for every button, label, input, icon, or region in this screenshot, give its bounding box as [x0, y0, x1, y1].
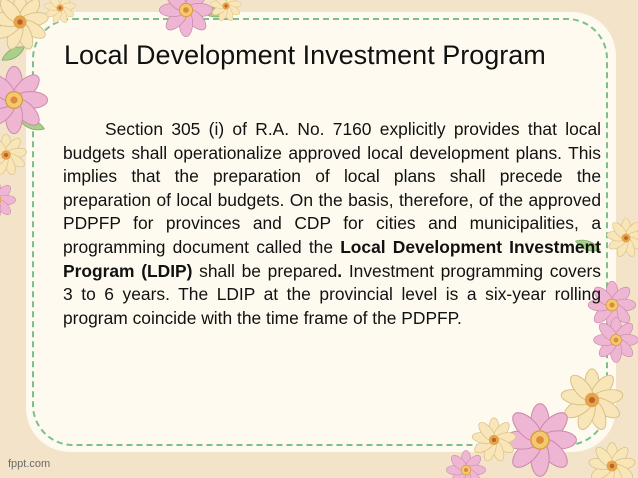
bold-period: . — [337, 260, 343, 281]
paragraph-part-2: shall be prepared — [192, 260, 338, 281]
slide-body-text — [63, 118, 601, 330]
paragraph-part-3: Investment programming covers 3 to 6 years. The LDIP at the provincial level is a six-year rolling program coincide with the time frame of the PDPFP. — [63, 260, 602, 328]
slide-title: Local Development Investment Program — [64, 40, 546, 70]
body-paragraph — [63, 118, 601, 330]
ldip-term: Local Development Investment Program (LDIP) — [63, 236, 601, 281]
paragraph-part-1: Section 305 (i) of R.A. No. 7160 explicitly provides that local budgets shall operationalize approved local development plans. This implies that the preparation of local plans shall precede the preparation of local budgets. On the basis, therefore, of the approved PDPFP for provinces and CDP for cities and municipalities, a programming document called the — [63, 119, 601, 257]
fppt-watermark: fppt.com — [8, 458, 51, 470]
